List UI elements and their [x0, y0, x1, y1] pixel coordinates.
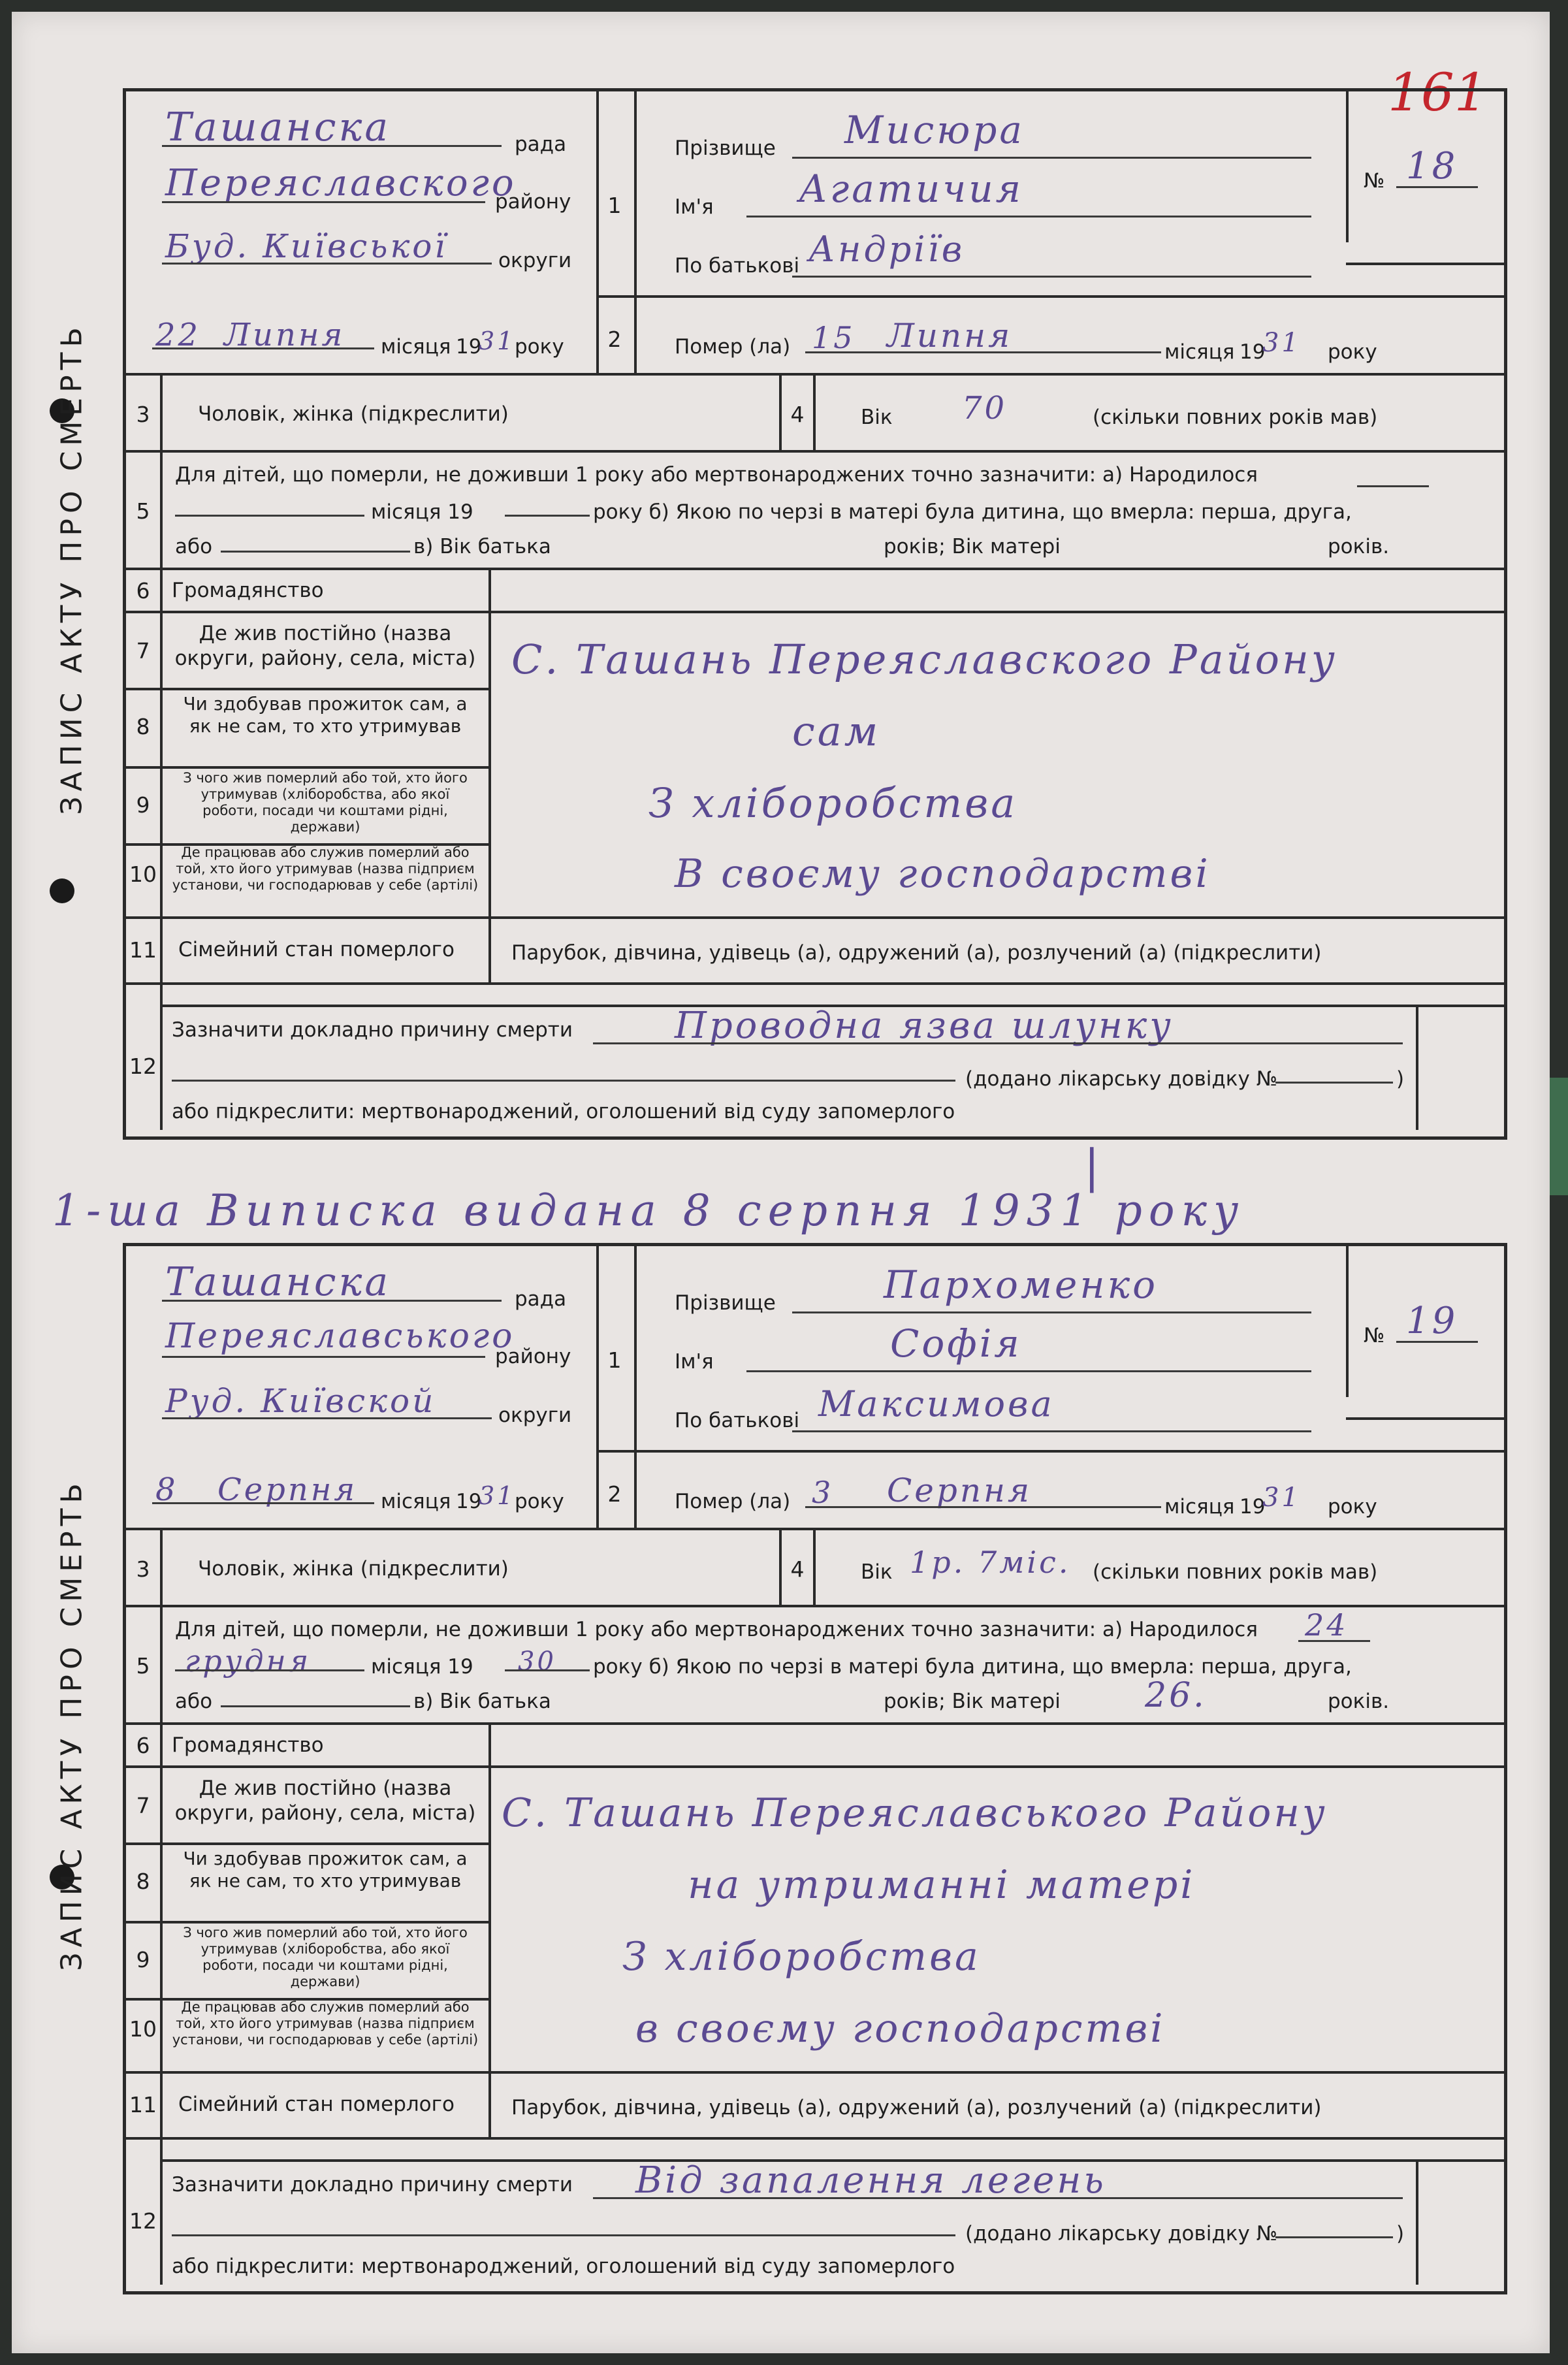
header-block	[126, 1246, 1504, 1530]
age-note: (скільки повних років мав)	[1093, 406, 1378, 429]
rada-label: рада	[515, 1287, 567, 1311]
reg-year: 31	[479, 1481, 516, 1510]
field-number-1: 1	[607, 1347, 622, 1373]
okruha-value: Руд. Київской	[165, 1382, 436, 1420]
rajon-value: Переяславського	[165, 1317, 515, 1356]
age-label: Вік	[861, 1560, 893, 1584]
rada-label: рада	[515, 133, 567, 156]
extract-note: 1-ша Виписка видана 8 серпня 1931 року	[52, 1185, 1245, 1236]
livelihood-value: сам	[792, 707, 881, 755]
sex-age-row	[126, 376, 1504, 453]
certificate-close: )	[1396, 2222, 1405, 2245]
name-label: Ім'я	[675, 195, 714, 219]
okruha-label: округи	[498, 1404, 572, 1427]
cause-value: Від запалення легень	[635, 2159, 1106, 2202]
age-label: Вік	[861, 406, 893, 429]
mother-age: 26.	[1145, 1676, 1207, 1715]
reg-day: 22	[155, 317, 201, 353]
rajon-value: Переяславского	[165, 162, 517, 204]
marital-row	[126, 916, 1504, 985]
cause-label: Зазначити докладно причину смерти	[172, 2173, 573, 2196]
field-number-12: 12	[129, 2208, 157, 2234]
number-label: №	[1364, 169, 1385, 193]
rowline	[126, 611, 488, 613]
month-label: місяця	[381, 1490, 451, 1513]
cause-label: Зазначити докладно причину смерти	[172, 1018, 573, 1042]
header-divider	[596, 1450, 1504, 1453]
stillborn-label: або підкреслити: мертвонароджений, оголошений від суду запомерлого	[172, 2255, 955, 2278]
field-number-8: 8	[136, 714, 150, 739]
details-block	[126, 1725, 1504, 2074]
death-day: 3	[812, 1475, 834, 1510]
certificate-label: (додано лікарську довідку №	[965, 2222, 1277, 2245]
death-month: Липня	[887, 317, 1013, 355]
reg-month: Липня	[224, 317, 345, 353]
field-number-5: 5	[136, 498, 150, 524]
death-day: 15	[812, 320, 856, 355]
death-year-prefix: 19	[1240, 1495, 1266, 1519]
death-month-label: місяця	[1164, 1495, 1235, 1519]
infant-line-3a: або	[175, 535, 213, 558]
marital-options: Парубок, дівчина, удівець (а), одружений (а), розлучений (а) (підкреслити)	[511, 2096, 1322, 2119]
death-record-2	[123, 1243, 1507, 2294]
residence-value: С. Ташань Переяславського Району	[502, 1790, 1328, 1836]
work-label: Де працював або служив померлий або той, хто його утримував (назва підприєм установи, чи господарював у себе (артілі)	[172, 1999, 479, 2048]
cause-row	[126, 985, 1504, 1130]
born-year: 30	[518, 1647, 556, 1677]
surname-value: Пархоменко	[884, 1263, 1159, 1307]
death-label: Помер (ла)	[675, 335, 791, 359]
field-number-9: 9	[136, 1947, 150, 1972]
field-number-10: 10	[129, 2016, 157, 2042]
cause-row	[126, 2140, 1504, 2285]
rada-value: Ташанска	[165, 105, 391, 150]
separator-mark: |	[1084, 1140, 1102, 1193]
field-number-7: 7	[136, 1793, 150, 1818]
source-label: З чого жив померлий або той, хто його утримував (хліборобства, або якої роботи, посади чи коштами рідні, держави)	[183, 1925, 468, 1989]
field-number-5: 5	[136, 1653, 150, 1679]
citizenship-label: Громадянство	[172, 579, 324, 602]
age-value: 1р. 7міс.	[910, 1545, 1071, 1580]
marital-row	[126, 2071, 1504, 2140]
year-label: року	[515, 335, 564, 359]
name-label: Ім'я	[675, 1350, 714, 1374]
infant-line-2a: місяця 19	[371, 1655, 473, 1679]
details-block	[126, 570, 1504, 919]
citizenship-label: Громадянство	[172, 1733, 324, 1757]
rowline	[126, 1765, 488, 1768]
hline-right	[488, 611, 1504, 613]
field-number-10: 10	[129, 861, 157, 887]
field-number-1: 1	[607, 193, 622, 218]
number-label: №	[1364, 1324, 1385, 1347]
rowline	[126, 766, 488, 769]
infant-line-3d: років.	[1328, 1690, 1390, 1713]
work-value: в своєму господарстві	[635, 2006, 1166, 2051]
month-label: місяця	[381, 335, 451, 359]
surname-label: Прізвище	[675, 1291, 776, 1315]
record-number: 19	[1406, 1300, 1458, 1342]
field-number-12: 12	[129, 1054, 157, 1079]
source-label: З чого жив померлий або той, хто його утримував (хліборобства, або якої роботи, посади чи коштами рідні, держави)	[183, 770, 468, 835]
year-prefix: 19	[456, 335, 482, 359]
certificate-label: (додано лікарську довідку №	[965, 1067, 1277, 1091]
field-number-6: 6	[136, 578, 150, 603]
infant-line-1: Для дітей, що померли, не доживши 1 року або мертвонароджених точно зазначити: а) Народилося	[175, 1618, 1258, 1641]
death-label: Помер (ла)	[675, 1490, 791, 1513]
infant-row	[126, 453, 1504, 570]
source-value: З хліборобства	[622, 1934, 981, 1980]
okruha-label: округи	[498, 249, 572, 272]
death-year-label: року	[1328, 1495, 1377, 1519]
field-number-9: 9	[136, 792, 150, 818]
okruha-value: Буд. Київської	[165, 227, 448, 265]
death-year: 31	[1262, 328, 1301, 358]
age-note: (скільки повних років мав)	[1093, 1560, 1378, 1584]
patronymic-value: Максимова	[818, 1383, 1055, 1424]
field-number-7: 7	[136, 638, 150, 664]
marital-label: Сімейний стан померлого	[178, 2093, 455, 2116]
field-number-3: 3	[136, 1556, 150, 1582]
infant-line-2a: місяця 19	[371, 500, 473, 524]
marital-label: Сімейний стан померлого	[178, 938, 455, 961]
death-year-prefix: 19	[1240, 340, 1266, 364]
certificate-close: )	[1396, 1067, 1405, 1091]
patronymic-label: По батькові	[675, 1409, 800, 1432]
header-block	[126, 91, 1504, 376]
sheet-number: 161	[1388, 62, 1488, 123]
infant-line-3d: років.	[1328, 535, 1390, 558]
number-box-bottom	[1346, 1417, 1504, 1420]
infant-line-2b: року б) Якою по черзі в матері була дитина, що вмерла: перша, друга,	[593, 500, 1352, 524]
field-number-4: 4	[790, 402, 805, 427]
record-number: 18	[1406, 145, 1458, 187]
hline-right	[488, 1765, 1504, 1768]
surname-label: Прізвище	[675, 137, 776, 160]
rada-value: Ташанска	[165, 1259, 391, 1305]
infant-line-3b: в) Вік батька	[413, 535, 551, 558]
rajon-label: району	[495, 1345, 571, 1368]
rowline	[126, 1921, 488, 1923]
cause-value: Проводна язва шлунку	[675, 1005, 1174, 1047]
punch-hole	[50, 878, 74, 903]
year-label: року	[515, 1490, 564, 1513]
death-month-label: місяця	[1164, 340, 1235, 364]
death-month: Серпня	[887, 1472, 1032, 1509]
age-value: 70	[962, 390, 1008, 426]
residence-label: Де жив постійно (назва округи, району, села, міста)	[174, 1777, 476, 1825]
infant-line-3c: років; Вік матері	[884, 1690, 1061, 1713]
header-divider	[596, 295, 1504, 298]
sex-age-row	[126, 1530, 1504, 1607]
work-value: В своєму господарстві	[675, 851, 1211, 897]
infant-line-3b: в) Вік батька	[413, 1690, 551, 1713]
field-number-11: 11	[129, 2092, 157, 2117]
patronymic-value: Андріїв	[808, 229, 965, 270]
infant-line-1: Для дітей, що померли, не доживши 1 року або мертвонароджених точно зазначити: а) Народилося	[175, 463, 1258, 487]
background-edge	[1550, 1078, 1568, 1195]
patronymic-label: По батькові	[675, 254, 800, 278]
born-month: грудня	[185, 1643, 312, 1679]
rowline	[126, 688, 488, 690]
livelihood-value: на утриманні матері	[688, 1862, 1196, 1908]
death-year-label: року	[1328, 340, 1377, 364]
reg-day: 8	[155, 1472, 178, 1508]
livelihood-label: Чи здобував прожиток сам, а як не сам, то хто утримував	[183, 693, 468, 737]
rajon-label: району	[495, 190, 571, 214]
sex-label: Чоловік, жінка (підкреслити)	[198, 402, 509, 426]
reg-year: 31	[479, 327, 516, 355]
stillborn-label: або підкреслити: мертвонароджений, оголошений від суду запомерлого	[172, 1100, 955, 1123]
marital-options: Парубок, дівчина, удівець (а), одружений (а), розлучений (а) (підкреслити)	[511, 941, 1322, 965]
infant-line-3a: або	[175, 1690, 213, 1713]
side-title: ЗАПИС АКТУ ПРО СМЕРТЬ	[55, 1477, 89, 1971]
residence-value: С. Ташань Переяславского Району	[511, 635, 1337, 683]
residence-label: Де жив постійно (назва округи, району, села, міста)	[174, 622, 476, 670]
name-value: Софія	[890, 1321, 1022, 1366]
sex-label: Чоловік, жінка (підкреслити)	[198, 1557, 509, 1581]
number-box-bottom	[1346, 263, 1504, 265]
surname-value: Мисюра	[844, 108, 1025, 152]
field-number-2: 2	[607, 327, 622, 352]
death-record-1	[123, 88, 1507, 1140]
born-day: 24	[1305, 1607, 1349, 1643]
death-year: 31	[1262, 1483, 1301, 1513]
field-number-6: 6	[136, 1733, 150, 1758]
name-value: Агатичия	[799, 167, 1024, 211]
work-label: Де працював або служив померлий або той, хто його утримував (назва підприєм установи, чи господарював у себе (артілі)	[172, 845, 479, 893]
field-number-3: 3	[136, 402, 150, 427]
field-number-8: 8	[136, 1869, 150, 1894]
source-value: З хліборобства	[648, 779, 1018, 827]
rowline	[126, 1842, 488, 1845]
field-number-11: 11	[129, 937, 157, 963]
year-prefix: 19	[456, 1490, 482, 1513]
side-title: ЗАПИС АКТУ ПРО СМЕРТЬ	[55, 321, 89, 815]
infant-line-3c: років; Вік матері	[884, 535, 1061, 558]
livelihood-label: Чи здобував прожиток сам, а як не сам, то хто утримував	[183, 1848, 468, 1891]
infant-line-2b: року б) Якою по черзі в матері була дитина, що вмерла: перша, друга,	[593, 1655, 1352, 1679]
field-number-4: 4	[790, 1556, 805, 1582]
infant-row	[126, 1607, 1504, 1725]
field-number-2: 2	[607, 1481, 622, 1507]
reg-month: Серпня	[217, 1472, 358, 1508]
